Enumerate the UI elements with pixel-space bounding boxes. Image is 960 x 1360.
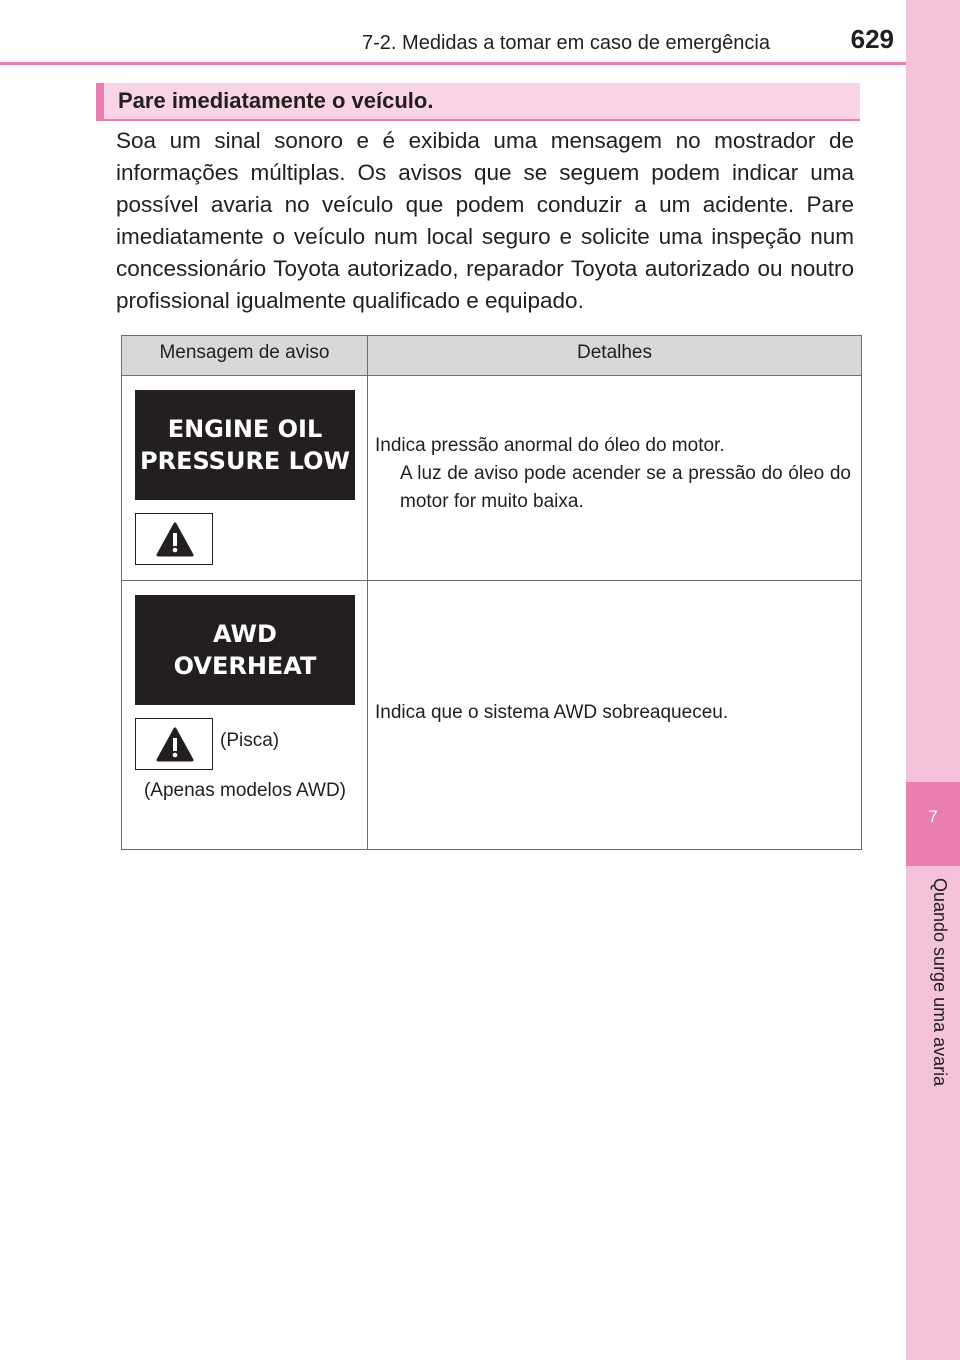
column-header-message: Mensagem de aviso [122,336,368,376]
chapter-title: Quando surge uma avaria [930,878,950,1087]
details-cell [368,581,862,850]
display-line: ENGINE OIL [167,415,323,443]
table-row [122,581,862,850]
message-cell [122,581,368,850]
detail-main-text: Indica pressão anormal do óleo do motor. [375,435,725,456]
page-number: 629 [850,24,894,54]
display-line: PRESSURE LOW [140,447,350,475]
model-note: (Apenas modelos AWD) [143,780,347,801]
display-line: OVERHEAT [173,652,317,680]
heading-divider [96,119,860,121]
details-cell [368,376,862,581]
detail-main-text: Indica que o sistema AWD sobreaqueceu. [375,702,729,723]
section-heading [96,83,860,119]
warning-triangle-icon [135,513,213,565]
detail-sub-text: A luz de aviso pode acender se a pressão do óleo do motor for muito baixa. [400,463,851,512]
display-message [135,390,355,500]
message-cell [122,376,368,581]
header-divider [0,62,906,65]
section-heading-text: Pare imediatamente o veículo. [118,88,434,113]
section-title: 7-2. Medidas a tomar em caso de emergência [362,32,770,54]
column-header-details: Detalhes [368,336,862,376]
table-row [122,376,862,581]
chapter-side-tab [906,0,960,1360]
warning-table [121,335,862,850]
display-line: AWD [213,620,277,648]
blink-note: (Pisca) [220,730,280,751]
display-message [135,595,355,705]
warning-triangle-icon [135,718,213,770]
body-paragraph: Soa um sinal sonoro e é exibida uma mensagem no mostrador de informações múltiplas. Os avisos que se seguem podem indicar uma possível avaria no veículo que podem conduzir a um acidente. Pare imediatamente o veículo num local seguro e solicite uma inspeção num concessionário Toyota autorizado, reparador Toyota autorizado ou noutro profissional igualmente qualificado e equipado. [116,128,854,313]
chapter-number: 7 [906,782,960,866]
table-header-row [122,336,862,376]
